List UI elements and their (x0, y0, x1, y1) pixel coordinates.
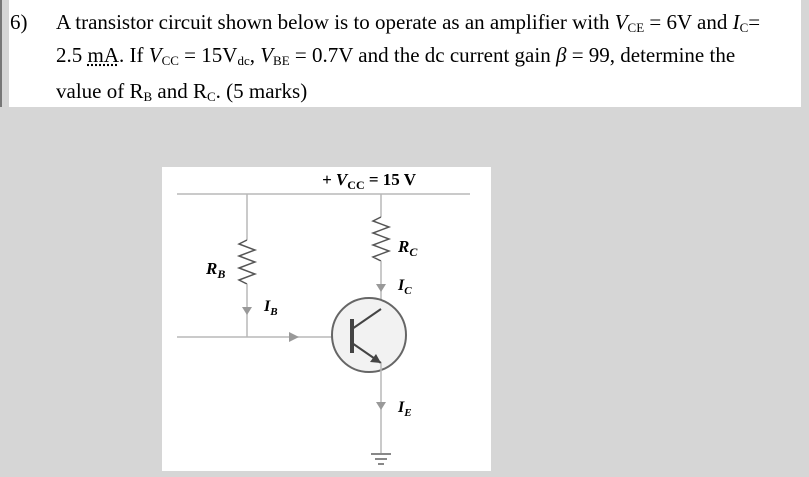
question-line-3: value of $R_B$ and $R_C$. (5 marks) (56, 79, 308, 104)
question-line-2: 2.5 mA. If $V_{CC} = 15V_{dc}$, $V_{BE} = 0.7V$ and the dc current gain β = 99, determine the (56, 43, 736, 68)
ib-label: $I_B$ (264, 298, 278, 318)
rc-label: $R_C$ (398, 237, 418, 259)
rc-resistor (373, 217, 389, 261)
transistor-body (332, 298, 406, 372)
page-left-rule (0, 0, 2, 107)
ie-arrow-down (376, 402, 386, 410)
spellcheck-word: mA (87, 43, 119, 67)
ic-label: $I_C$ (398, 277, 412, 297)
circuit-svg (162, 167, 491, 471)
ic-arrow-down (376, 284, 386, 292)
question-line-1: A transistor circuit shown below is to operate as an amplifier with $V_{CE} = 6V$ and $I_C=$ (56, 10, 761, 35)
rb-resistor (239, 240, 255, 284)
rb-label: $R_B$ (206, 259, 226, 281)
base-arrow (289, 332, 299, 342)
question-number: 6) (10, 10, 28, 34)
ie-label: $I_E$ (398, 399, 412, 419)
circuit-diagram (162, 167, 491, 471)
ib-arrow-down (242, 307, 252, 315)
vcc-label: + $V_{CC} = 15$ V (322, 170, 417, 192)
